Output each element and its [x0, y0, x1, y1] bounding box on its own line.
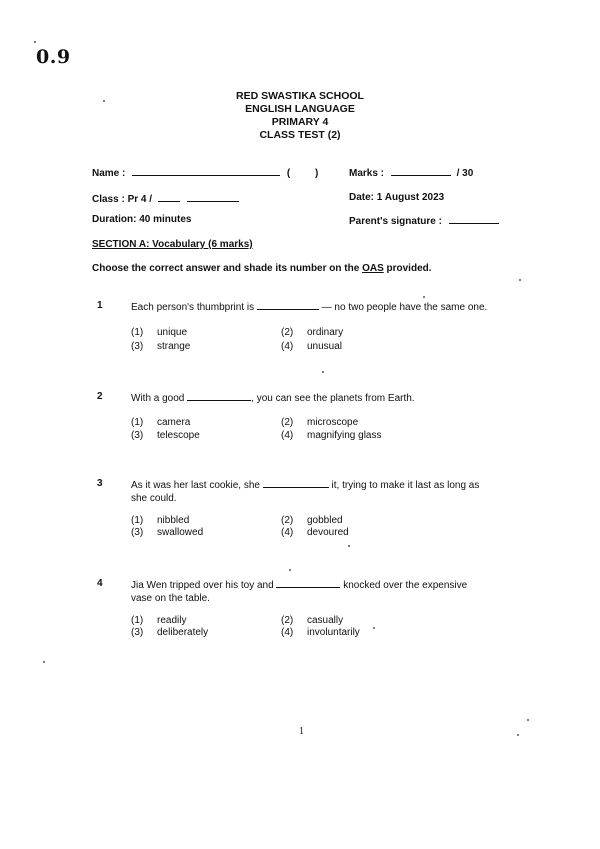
option[interactable]: [281, 417, 358, 428]
corner-mark: 0.9: [36, 46, 71, 68]
option-number: (3): [131, 527, 144, 538]
option-text: strange: [157, 341, 191, 352]
answer-blank: [263, 478, 329, 488]
option[interactable]: [131, 515, 189, 526]
option-number: (2): [281, 615, 294, 626]
signature-label: Parent's signature :: [349, 216, 442, 227]
question-text-after: knocked over the expensive: [340, 580, 468, 591]
question-line-1: [131, 478, 505, 493]
class-field: [92, 192, 239, 205]
instruction: [92, 263, 432, 274]
option-number: (1): [131, 417, 144, 428]
duration-field: Duration: 40 minutes: [92, 214, 192, 225]
answer-blank: [187, 391, 251, 401]
option[interactable]: [131, 430, 200, 441]
option-number: (1): [131, 327, 144, 338]
question-number: 4: [97, 578, 103, 589]
option-number: (3): [131, 627, 144, 638]
question-text-before: Jia Wen tripped over his toy and: [131, 580, 277, 591]
answer-blank: [257, 300, 319, 310]
option[interactable]: [281, 430, 381, 441]
instruction-oas: OAS: [362, 263, 384, 274]
question-number: 1: [97, 300, 103, 311]
question-text-before: As it was her last cookie, she: [131, 480, 263, 491]
test-name: CLASS TEST (2): [259, 129, 341, 141]
question-text-after: , you can see the planets from Earth.: [251, 393, 415, 404]
scan-speck: [519, 279, 521, 281]
scan-speck: [43, 661, 45, 663]
question-text-before: With a good: [131, 393, 188, 404]
option[interactable]: [131, 341, 190, 352]
scan-speck: [348, 545, 350, 547]
scan-speck: [517, 734, 519, 736]
option[interactable]: [131, 417, 190, 428]
option[interactable]: [281, 615, 343, 626]
option[interactable]: [281, 527, 349, 538]
option-number: (1): [131, 515, 144, 526]
question-line-1: [131, 578, 505, 593]
option-text: magnifying glass: [307, 430, 382, 441]
instruction-before: Choose the correct answer and shade its number on the: [92, 263, 363, 274]
level-name: PRIMARY 4: [271, 116, 329, 128]
question-number: 3: [97, 478, 103, 489]
option-number: (3): [131, 430, 144, 441]
instruction-after: provided.: [383, 263, 432, 274]
exam-header: [0, 90, 600, 142]
question-text: [131, 478, 505, 505]
question-text: [131, 300, 505, 315]
scan-speck: [34, 41, 36, 43]
school-name: RED SWASTIKA SCHOOL: [236, 90, 364, 102]
scan-speck: [527, 719, 529, 721]
question-text: [131, 578, 505, 605]
name-label: Name :: [92, 168, 126, 179]
question-text: [131, 391, 505, 406]
option-text: gobbled: [307, 515, 343, 526]
marks-total: / 30: [456, 168, 474, 179]
option-number: (4): [281, 527, 294, 538]
scan-speck: [373, 627, 375, 629]
option[interactable]: [131, 627, 208, 638]
option[interactable]: [281, 515, 343, 526]
subject-name: ENGLISH LANGUAGE: [245, 103, 355, 115]
question-text-before: Each person's thumbprint is: [131, 302, 257, 313]
question-line-2: vase on the table.: [131, 592, 210, 604]
option-text: camera: [157, 417, 191, 428]
option-text: swallowed: [157, 527, 204, 538]
option-text: ordinary: [307, 327, 344, 338]
section-title: SECTION A: Vocabulary (6 marks): [92, 239, 253, 250]
option-number: (4): [281, 430, 294, 441]
name-paren-close: ): [315, 168, 319, 179]
option-text: unique: [157, 327, 188, 338]
class-blank-2[interactable]: [187, 192, 239, 202]
option-text: unusual: [307, 341, 343, 352]
name-blank[interactable]: [132, 166, 280, 176]
option-number: (2): [281, 515, 294, 526]
page-number: 1: [299, 726, 304, 737]
option[interactable]: [131, 527, 203, 538]
option-text: involuntarily: [307, 627, 360, 638]
class-label: Class : Pr 4 /: [92, 194, 153, 205]
scan-speck: [322, 371, 324, 373]
option-number: (4): [281, 627, 294, 638]
question-line-2: she could.: [131, 492, 177, 504]
option[interactable]: [131, 615, 186, 626]
signature-blank[interactable]: [449, 214, 499, 224]
option[interactable]: [281, 327, 343, 338]
class-blank-1[interactable]: [158, 192, 180, 202]
date-field: Date: 1 August 2023: [349, 192, 445, 203]
option-number: (3): [131, 341, 144, 352]
option-text: casually: [307, 615, 344, 626]
option-text: readily: [157, 615, 187, 626]
scan-speck: [103, 100, 105, 102]
option-text: deliberately: [157, 627, 209, 638]
question-text-after: — no two people have the same one.: [318, 302, 488, 313]
scan-speck: [423, 296, 425, 298]
option-number: (2): [281, 327, 294, 338]
option-text: microscope: [307, 417, 359, 428]
option-number: (2): [281, 417, 294, 428]
option[interactable]: [281, 341, 342, 352]
option-number: (4): [281, 341, 294, 352]
signature-field: [349, 214, 499, 227]
option[interactable]: [131, 327, 187, 338]
answer-blank: [276, 578, 340, 588]
name-paren-open: (: [286, 168, 291, 179]
name-field: [92, 166, 318, 179]
marks-label: Marks :: [349, 168, 385, 179]
scan-speck: [289, 569, 291, 571]
marks-field: [349, 166, 473, 179]
question-number: 2: [97, 391, 103, 402]
option[interactable]: [281, 627, 360, 638]
marks-blank[interactable]: [391, 166, 451, 176]
option-number: (1): [131, 615, 144, 626]
option-text: devoured: [307, 527, 349, 538]
question-text-after: it, trying to make it last as long as: [328, 480, 480, 491]
option-text: nibbled: [157, 515, 190, 526]
option-text: telescope: [157, 430, 200, 441]
